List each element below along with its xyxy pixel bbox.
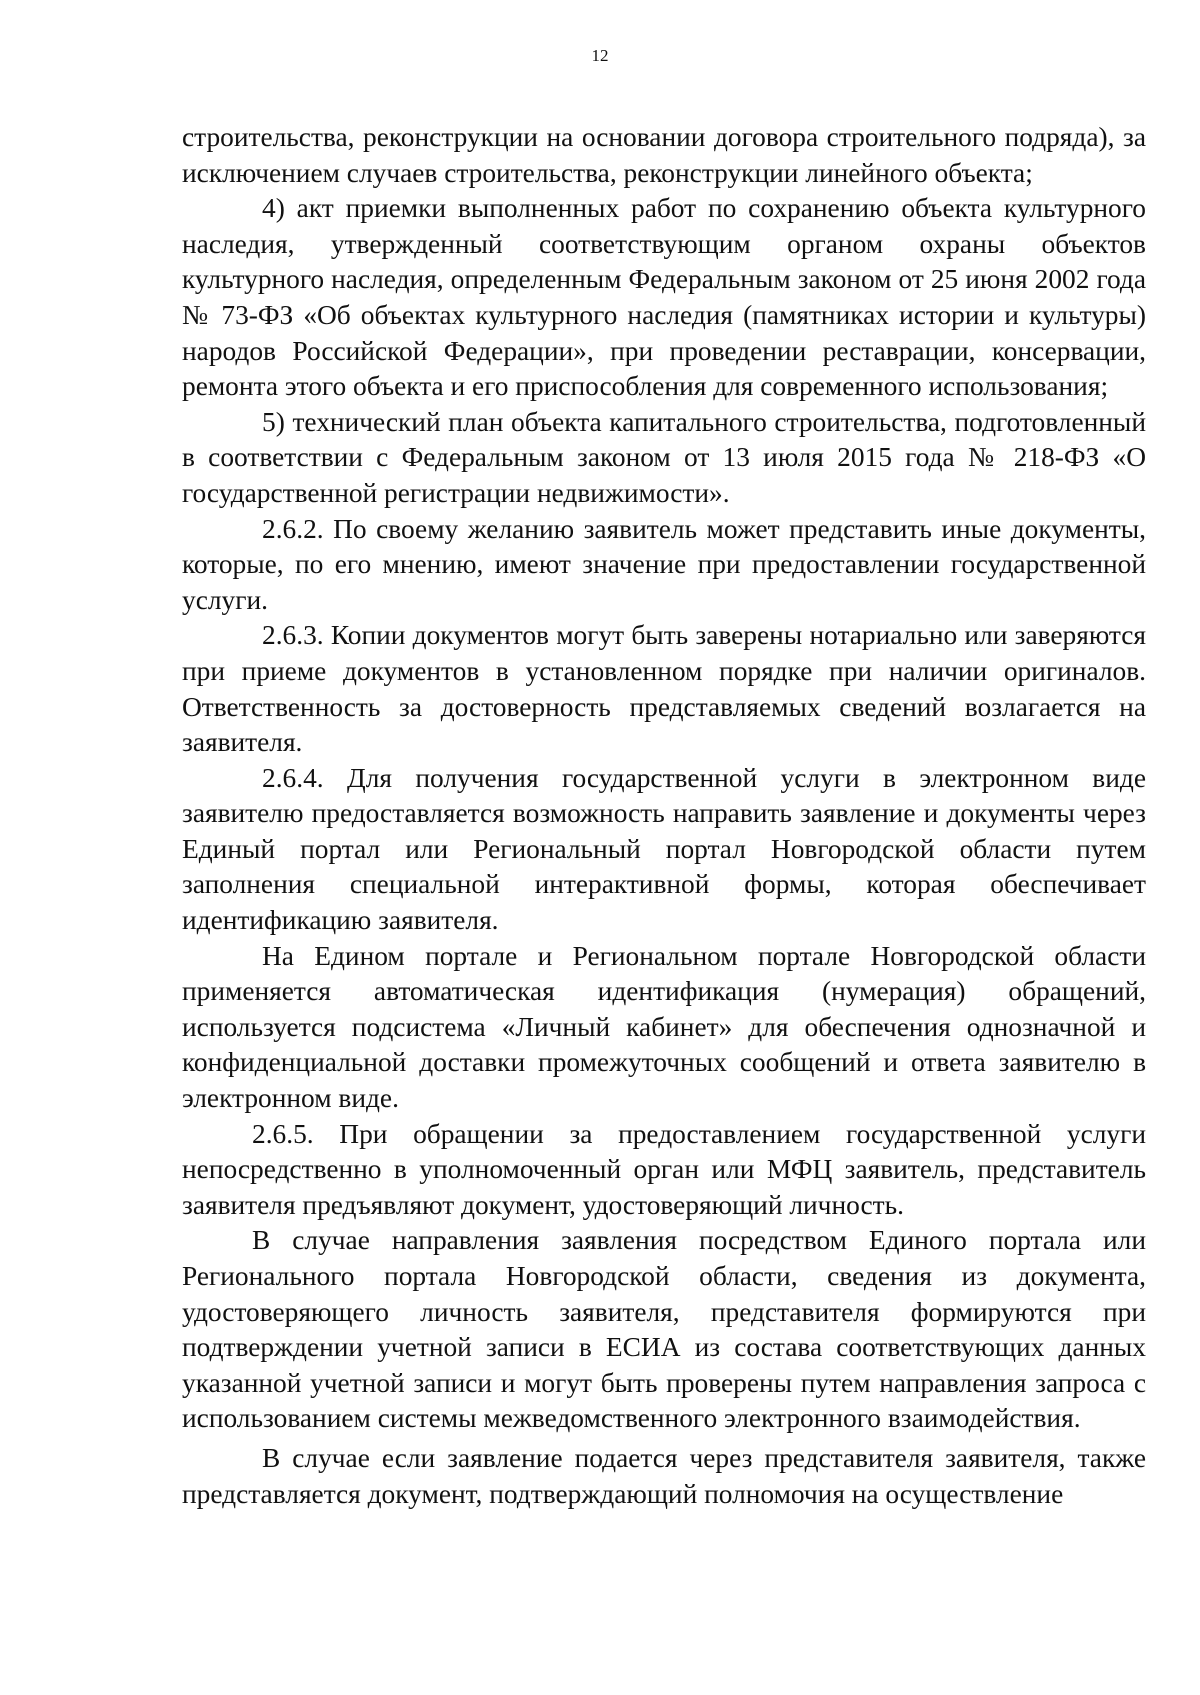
paragraph-unified-portal: На Едином портале и Региональном портале Новгородской области применяется автоматическая идентификация (нумерация) обращений, используется подсистема «Личный кабинет» для обеспечения однозначной и конфиденциальной доставки промежуточных сообщений и ответа заявителю в электронном виде.: [182, 940, 1146, 1114]
paragraph-continuation: строительства, реконструкции на основании договора строительного подряда), за исключением случаев строительства, реконструкции линейного объекта;: [182, 122, 1146, 188]
paragraph-2-6-2: 2.6.2. По своему желанию заявитель может представить иные документы, которые, по его мнению, имеют значение при предоставлении государственной услуги.: [182, 513, 1146, 615]
document-body: [182, 120, 1146, 1512]
paragraph-2-6-4: 2.6.4. Для получения государственной услуги в электронном виде заявителю предоставляется возможность направить заявление и документы через Единый портал или Региональный портал Новгородской области путем заполнения специальной интерактивной формы, которая обеспечивает идентификацию заявителя.: [182, 762, 1146, 936]
paragraph-esia: В случае направления заявления посредством Единого портала или Регионального портала Новгородской области, сведения из документа, удостоверяющего личность заявителя, представителя формируются при подтверждении учетной записи в ЕСИА из состава соответствующих данных указанной учетной записи и могут быть проверены путем направления запроса с использованием системы межведомственного электронного взаимодействия.: [182, 1225, 1146, 1434]
paragraph-item-5: 5) технический план объекта капитального строительства, подготовленный в соответствии с Федеральным законом от 13 июля 2015 года № 218-ФЗ «О государственной регистрации недвижимости».: [182, 406, 1146, 508]
paragraph-2-6-5: 2.6.5. При обращении за предоставлением государственной услуги непосредственно в уполномоченный орган или МФЦ заявитель, представитель заявителя предъявляют документ, удостоверяющий личность.: [182, 1118, 1146, 1220]
paragraph-representative: В случае если заявление подается через представителя заявителя, также представляется документ, подтверждающий полномочия на осуществление: [182, 1442, 1146, 1509]
page-number: 12: [591, 46, 609, 65]
paragraph-2-6-3: 2.6.3. Копии документов могут быть заверены нотариально или заверяются при приеме документов в установленном порядке при наличии оригиналов. Ответственность за достоверность представляемых сведений возлагается на заявителя.: [182, 620, 1146, 758]
paragraph-item-4: 4) акт приемки выполненных работ по сохранению объекта культурного наследия, утвержденный соответствующим органом охраны объектов культурного наследия, определенным Федеральным законом от 25 июня 2002 года № 73-ФЗ «Об объектах культурного наследия (памятниках истории и культуры) народов Российской Федерации», при проведении реставрации, консервации, ремонта этого объекта и его приспособления для современного использования;: [182, 193, 1146, 402]
